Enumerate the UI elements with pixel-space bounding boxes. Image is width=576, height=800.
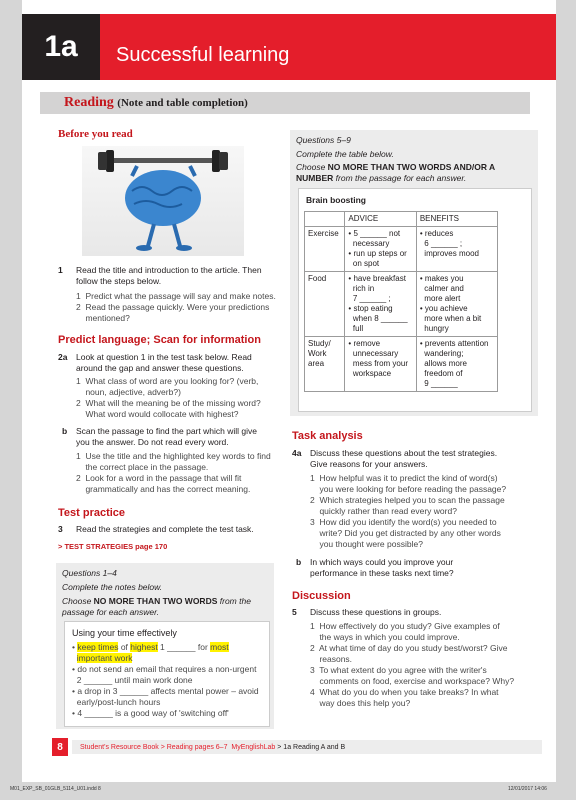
slug-filename: M01_EXP_SB_01GLB_5114_U01.indd 8	[10, 786, 101, 792]
table-row	[305, 227, 498, 272]
q1-steps: 1 Predict what the passage will say and make notes. 2 Read the passage quickly. Were your predictions mentioned?	[76, 291, 276, 323]
q5-9-line1: Complete the table below.	[296, 149, 394, 159]
q2a-instruction: Look at question 1 in the test task below. Read around the gap and answer these questions.	[76, 352, 252, 373]
q4b-number: b	[296, 557, 302, 567]
task-analysis-heading: Task analysis	[292, 430, 363, 442]
table-header-benefits: BENEFITS	[416, 212, 497, 227]
q2b-steps: 1 Use the title and the highlighted key words to find the correct place in the passage. 2 Look for a word in the passage that will fit grammatically and has the correct meaning.	[76, 451, 271, 494]
unit-title: Successful learning	[116, 44, 290, 66]
q4a-instruction: Discuss these questions about the test strategies. Give reasons for your answers.	[310, 448, 498, 469]
section-title: Reading (Note and table completion)	[64, 95, 248, 110]
table-header-blank	[305, 212, 345, 227]
q2b-number: b	[62, 426, 68, 436]
q4a-steps: 1 How helpful was it to predict the kind of word(s) you were looking for before reading the passage? 2 Which strategies helped you to scan the passage quickly rather than read every word? 3 How did you identify the word(s) you needed to write? Did you get distracted by any other words you thought were possible?	[310, 473, 507, 549]
q2a-number: 2a	[58, 352, 68, 362]
benefit-cell: • reduces 6 ______ ; improves mood	[416, 227, 497, 272]
footer-references: Student's Resource Book > Reading pages 6–7 MyEnglishLab > 1a Reading A and B	[80, 744, 346, 751]
table-row	[305, 337, 498, 392]
advice-cell: • 5 ______ not necessary • run up steps or on spot	[345, 227, 416, 272]
page-number: 8	[52, 738, 68, 756]
table-header-advice: ADVICE	[345, 212, 416, 227]
q5-number: 5	[292, 607, 297, 617]
q1-4-title: Questions 1–4	[62, 568, 117, 578]
q5-9-title: Questions 5–9	[296, 135, 351, 145]
q2a-steps: 1 What class of word are you looking for? (verb, noun, adjective, adverb?) 2 What will the meaning be of the missing word? What word would collocate with highest?	[76, 376, 261, 419]
benefit-cell: • prevents attention wandering; allows more freedom of 9 ______	[416, 337, 497, 392]
q5-instruction: Discuss these questions in groups.	[310, 607, 442, 617]
q1-number: 1	[58, 265, 63, 275]
q2b-instruction: Scan the passage to find the part which will give you the answer. Do not read every word.	[76, 426, 257, 447]
q5-9-line2: Choose NO MORE THAN TWO WORDS AND/OR A NUMBER from the passage for each answer.	[296, 162, 496, 183]
unit-number: 1a	[22, 14, 100, 80]
q3-number: 3	[58, 524, 63, 534]
q3-instruction: Read the strategies and complete the test task.	[76, 524, 254, 534]
q1-4-line1: Complete the notes below.	[62, 582, 163, 592]
q5-steps: 1 How effectively do you study? Give examples of the ways in which you could improve. 2 At what time of day do you study best/worst? Give reasons. 3 To what extent do you agree with the writer's comments on food, exercise and workspace? Why? 4 What do you do when you take breaks? In what way does this help you?	[310, 621, 515, 708]
advice-cell: • have breakfast rich in 7 ______ ; • stop eating when 8 ______ full	[345, 272, 416, 337]
q4a-number: 4a	[292, 448, 302, 458]
q1-instruction: Read the title and introduction to the article. Then follow the steps below.	[76, 265, 262, 286]
unit-header	[22, 14, 556, 80]
notes-bullets: • keep times of highest 1 ______ for most important work • do not send an email that requires a non-urgent 2 ______ until main work done • a drop in 3 ______ affects mental power – avoid early/post-lunch hours • 4 ______ is a good way of 'switching off'	[72, 642, 259, 718]
table-header-row	[305, 212, 498, 227]
brain-illustration-svg	[82, 146, 244, 256]
notes-title: Using your time effectively	[72, 628, 177, 638]
discussion-heading: Discussion	[292, 590, 351, 602]
row-label: Exercise	[305, 227, 345, 272]
predict-heading: Predict language; Scan for information	[58, 334, 261, 346]
advice-cell: • remove unnecessary mess from your workspace	[345, 337, 416, 392]
slug-date: 12/01/2017 14:06	[508, 786, 547, 792]
q4b-instruction: In which ways could you improve your performance in these tasks next time?	[310, 557, 454, 578]
test-practice-heading: Test practice	[58, 507, 126, 519]
test-strategies-link[interactable]: > TEST STRATEGIES page 170	[58, 542, 168, 551]
brain-boosting-table	[304, 211, 498, 392]
table-row	[305, 272, 498, 337]
benefit-cell: • makes you calmer and more alert • you achieve more when a bit hungry	[416, 272, 497, 337]
q1-4-line2: Choose NO MORE THAN TWO WORDS from the passage for each answer.	[62, 596, 251, 617]
brain-weightlifting-illustration	[82, 146, 244, 256]
row-label: Food	[305, 272, 345, 337]
before-you-read-heading: Before you read	[58, 128, 133, 140]
row-label: Study/ Work area	[305, 337, 345, 392]
table-title: Brain boosting	[306, 195, 366, 205]
